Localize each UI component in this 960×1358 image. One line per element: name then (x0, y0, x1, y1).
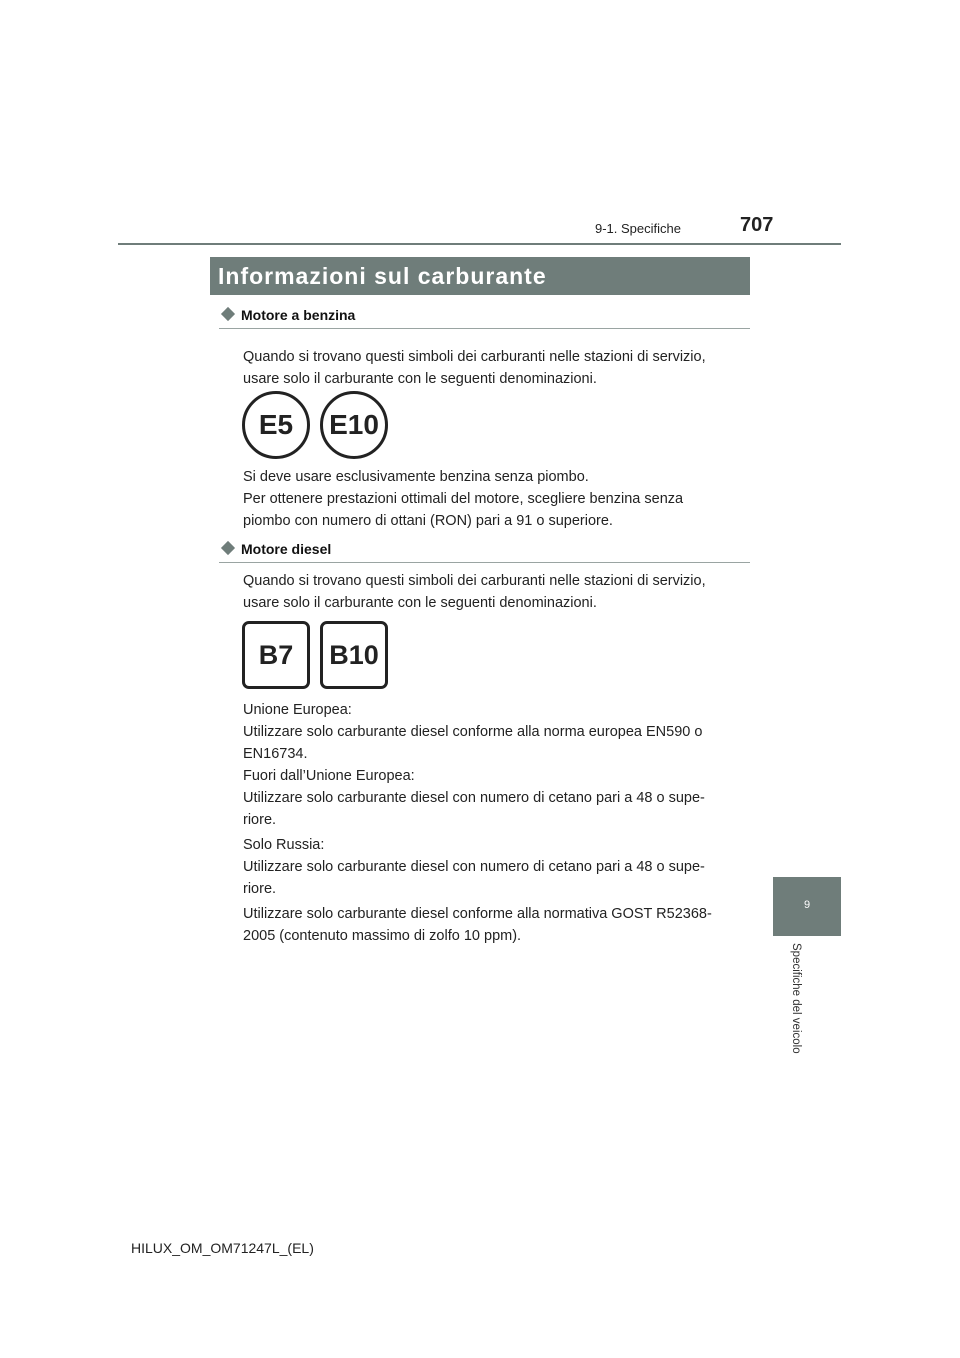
diesel-eu-block (243, 699, 744, 765)
petrol-note-line: Per ottenere prestazioni ottimali del motore, scegliere benzina senza (243, 491, 684, 507)
petrol-heading (219, 307, 750, 323)
diesel-non-eu-line: riore. (243, 812, 277, 828)
diesel-eu-label: Unione Europea: (243, 702, 352, 718)
petrol-intro (243, 346, 744, 390)
diesel-russia-line: Utilizzare solo carburante diesel con numero di cetano pari a 48 o supe- (243, 859, 705, 875)
petrol-note (243, 466, 744, 532)
page-title: Informazioni sul carburante (218, 263, 547, 289)
chapter-side-label-text: Specifiche del veicolo (790, 943, 802, 1054)
diesel-non-eu-label: Fuori dall’Unione Europea: (243, 768, 415, 784)
diesel-russia-line: riore. (243, 881, 277, 897)
diesel-non-eu-block (243, 765, 744, 831)
diesel-heading-text: Motore diesel (241, 541, 332, 557)
diesel-eu-line: Utilizzare solo carburante diesel conforme alla norma europea EN590 o (243, 724, 703, 740)
diesel-fuel-badges (242, 621, 388, 689)
petrol-intro-line: Quando si trovano questi simboli dei carburanti nelle stazioni di servizio, (243, 349, 706, 365)
diamond-bullet-icon (221, 541, 235, 555)
petrol-heading-text: Motore a benzina (241, 307, 356, 323)
diesel-gost-block (243, 903, 744, 947)
diesel-non-eu-line: Utilizzare solo carburante diesel con numero di cetano pari a 48 o supe- (243, 790, 705, 806)
diesel-intro (243, 570, 744, 614)
diesel-gost-line: Utilizzare solo carburante diesel conforme alla normativa GOST R52368- (243, 906, 712, 922)
diesel-intro-line: Quando si trovano questi simboli dei carburanti nelle stazioni di servizio, (243, 573, 706, 589)
diesel-russia-label: Solo Russia: (243, 837, 325, 853)
fuel-badge-b7: B7 (242, 621, 310, 689)
diesel-heading-rule (219, 562, 750, 563)
petrol-note-line: piombo con numero di ottani (RON) pari a 91 o superiore. (243, 513, 613, 529)
header-divider (118, 243, 841, 245)
fuel-badge-e5: E5 (242, 391, 310, 459)
chapter-side-label (788, 943, 804, 1073)
document-code-footer: HILUX_OM_OM71247L_(EL) (131, 1240, 314, 1256)
chapter-tab (773, 877, 841, 936)
fuel-badge-b10: B10 (320, 621, 388, 689)
petrol-intro-line: usare solo il carburante con le seguenti denominazioni. (243, 371, 597, 387)
petrol-note-line: Si deve usare esclusivamente benzina senza piombo. (243, 469, 589, 485)
petrol-fuel-badges (242, 391, 388, 459)
page-number: 707 (740, 214, 774, 236)
fuel-badge-e10: E10 (320, 391, 388, 459)
chapter-tab-number: 9 (803, 899, 811, 911)
diesel-gost-line: 2005 (contenuto massimo di zolfo 10 ppm). (243, 928, 522, 944)
diesel-intro-line: usare solo il carburante con le seguenti denominazioni. (243, 595, 597, 611)
section-reference: 9-1. Specifiche (595, 221, 681, 236)
diesel-eu-line: EN16734. (243, 746, 308, 762)
diesel-heading (219, 541, 750, 557)
diesel-russia-block (243, 834, 744, 900)
diamond-bullet-icon (221, 307, 235, 321)
page-title-bar (210, 257, 750, 295)
petrol-heading-rule (219, 328, 750, 329)
